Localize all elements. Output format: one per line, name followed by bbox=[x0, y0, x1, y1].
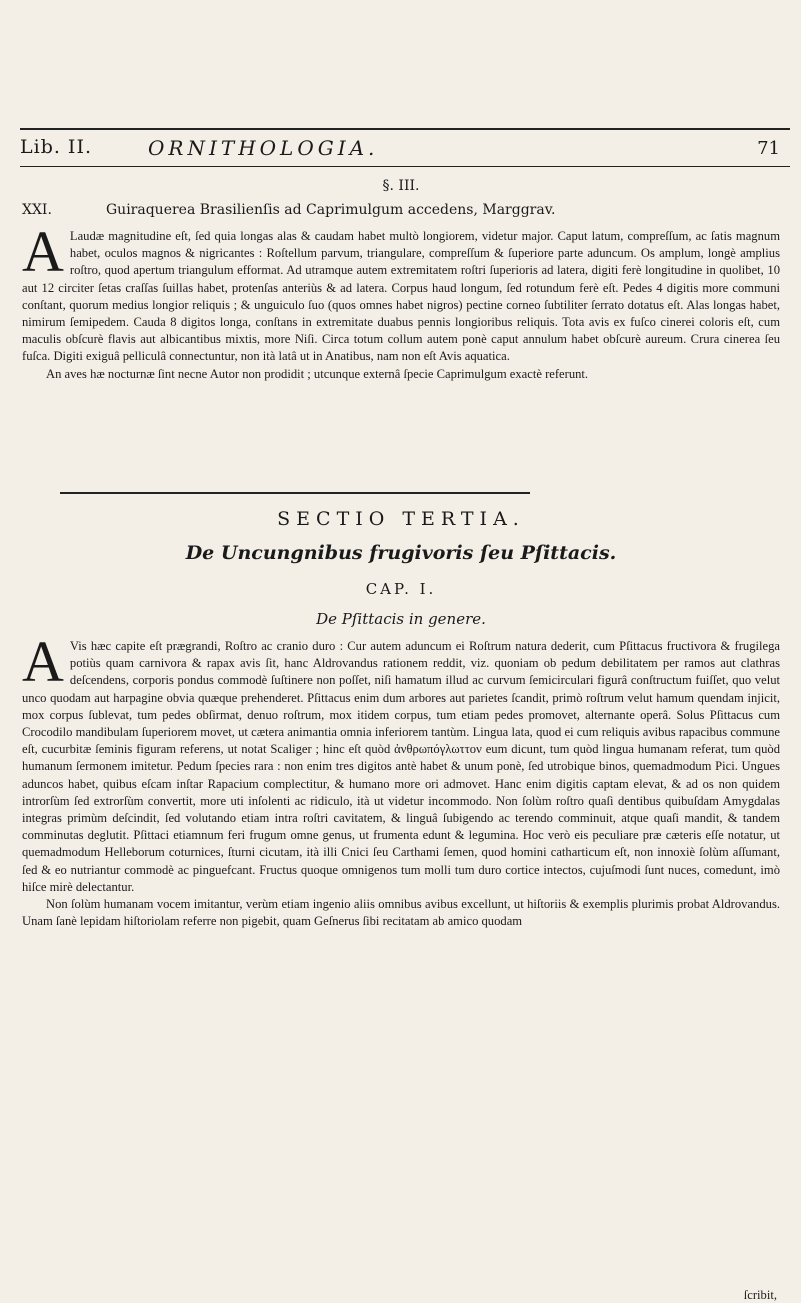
book-number: Lib. II. bbox=[20, 136, 92, 158]
chapter-text bbox=[22, 629, 780, 930]
entry-description bbox=[22, 219, 780, 383]
entry-paragraph-1 bbox=[22, 219, 780, 366]
chapter-number: CAP. I. bbox=[365, 580, 437, 598]
chapter-paragraph-1-text: Vis hæc capite eſt prægrandi, Roſtro ac cranio duro : Cur autem aduncum ei Roſtrum natura dederit, cum Pſittacus fructivora & frugilega potiùs quam carnivora & rapax avis ſit, hanc Aldrovandus rationem reddit, viz. quoniam ob pedum debilitatem per ramos aut clathras deſcendens, corporis pondus commodè ſuſtinere non poſſet, niſi hamatum illud ac curvum ſemicirculari figurâ conſtructum fuiſſet, quo velut unco quodam aut harpagine obvia quæque prehenderet. Pſittacus enim dum arbores aut parietes ſcandit, primò roſtrum velut hamum quendam injicit, mox corpus ſublevat, tum pedes obſirmat, denuo roſtrum, mox itidem corpus, tum etiam pedes promovet, alternante operâ. Solus Pſittacus cum Crocodilo mandibulam ſuperiorem movet, ut cætera animantia omnia inferiorem tantùm. Lingua lata, quod ei cum reliquis avibus rapacibus commune eſt, cucurbitæ ſeminis figuram referens, ut notat Scaliger ; hinc eſt quòd ἀνθρωπόγλωττον eum dicunt, tum quòd lingua humanam referat, tum quòd humanum ſermonem imitetur. Pedum ſpecies rara : non enim tres digitos antè habet & unum ponè, ſed utrobique binos, quemadmodum Pici. Ungues aduncos habet, quibus eſcam inſtar Rapacium complectitur, & humano more ori admovet. Hanc enim digitis captam elevat, & ad os non quidem introrſùm ſed extrorſùm convertit, more uti inſolenti ac ridiculo, ità ut videtur incommodo. Non ſolùm roſtro quaſi dentibus quibuſdam Amygdalas integras primùm deſcindit, ſed volutando etiam intra roſtri cavitatem, & linguâ ſubigendo ac terendo comminuit, atque quaſi mandit, & tandem comminutas deglutit. Pſittaci etiamnum feri frugum omne genus, ut frumenta edunt & legumina. Hoc verò eis peculiare præ cæteris eſſe notatur, ut quemadmodum Helleborum coturnices, ſturni cicutam, ità illi Cnici ſeu Carthami ſemen, quod homini catharticum eſt, non innoxiè ſolùm aſſumant, ſed & eo nutriantur commodè ac pinguefcant. Fructus quoque omnigenos tum molli tum duro cortice intectos, cujuſmodi ſunt nuces, comedunt, imò hiſce mirè delectantur. bbox=[22, 639, 780, 894]
entry-paragraph-1-text: Laudæ magnitudine eſt, ſed quia longas alas & caudam habet multò longiorem, videtur major. Caput latum, compreſſum, ac ſatis magnum habet, oculos magnos & nigricantes : Roſtellum parvum, triangulare, compreſſum & ſuperiore parte aduncum. Os amplum, longè amplius roſtro, quod apertum triangulum efformat. Ad utramque autem extremitatem roſtri ſuperioris ad latera, digiti ferè longitudine in quolibet, 10 aut 12 circiter ſetas craſſas ſuillas habet, protenſas anteriùs & ad latera. Corpus haud longum, ſed rotundum ferè eſt. Pedes 4 digitis more communi conſtant, quorum medius longior reliquis ; & unguiculo ſuo (quos omnes habet nigros) pectine corneo ſubtiliter ſerrato dotatus eſt. Alas longas habet, nimirum ſemipedem. Cauda 8 digitos longa, conſtans in extremitate duabus pennis longioribus reliquis. Tota avis ex fuſco cinerei coloris eſt, cum maculis obſcurè flavis aut albicantibus mixtis, more Niſi. Circa totum collum autem ponè caput annulum habet obſcurè aureum. Crura cinerea ſeu fuſca. Digiti exiguâ pelliculâ connectuntur, non ità latâ ut in Anatibus, nam non eſt Avis aquatica. bbox=[22, 229, 780, 364]
catchword: ſcribit, bbox=[743, 1288, 777, 1302]
running-header bbox=[20, 136, 790, 162]
chapter-initial-letter: A bbox=[22, 629, 64, 694]
entry-name: Guiraquerea Brasilienſis ad Caprimulgum accedens, Marggrav. bbox=[106, 202, 556, 218]
chapter-paragraph-2: Non ſolùm humanam vocem imitantur, verùm etiam ingenio aliis omnibus avibus excellunt, ut hiſtoriis & exemplis plurimis probat Aldrovandus. Unam ſanè lepidam hiſtoriolam referre non pigebit, quam Geſnerus ſibi recitatam ab amico quodam bbox=[22, 897, 780, 929]
initial-letter: A bbox=[22, 219, 64, 284]
chapter-paragraph-1 bbox=[22, 629, 780, 896]
chapter-subtitle: De Pſittacis in genere. bbox=[316, 610, 486, 628]
entry-heading bbox=[22, 202, 780, 222]
entry-number: XXI. bbox=[22, 202, 52, 218]
header-rule bbox=[20, 166, 790, 167]
page-number: 71 bbox=[757, 138, 780, 159]
section-subtitle: De Uncungnibus frugivoris ſeu Pſittacis. bbox=[185, 542, 617, 564]
top-rule bbox=[20, 128, 790, 130]
entry-paragraph-2: An aves hæ nocturnæ ſint necne Autor non prodidit ; utcunque externâ ſpecie Caprimulgum exactè referunt. bbox=[46, 366, 589, 381]
section-title: SECTIO TERTIA. bbox=[277, 508, 525, 530]
section-divider bbox=[60, 492, 530, 494]
section-mark: §. III. bbox=[382, 178, 420, 194]
running-title: ORNITHOLOGIA. bbox=[148, 136, 379, 160]
